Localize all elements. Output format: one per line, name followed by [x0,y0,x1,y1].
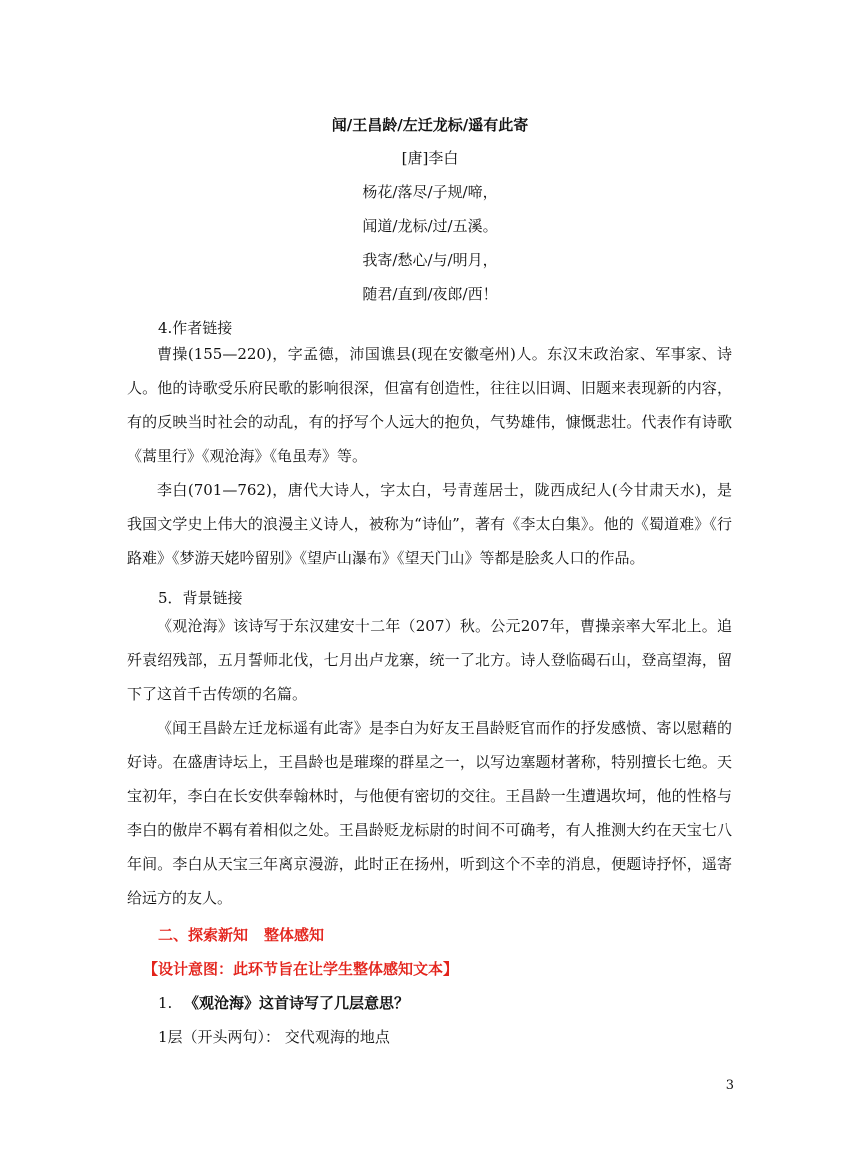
background-paragraph-wang-changling: 《闻王昌龄左迁龙标遥有此寄》是李白为好友王昌龄贬官而作的抒发感愤、寄以慰藉的好诗。在盛唐诗坛上，王昌龄也是璀璨的群星之一，以写边塞题材著称，特别擅长七绝。天宝初年，李白在长安供奉翰林时，与他便有密切的交往。王昌龄一生遭遇坎坷，他的性格与李白的傲岸不羁有着相似之处。王昌龄贬龙标尉的时间不可确考，有人推测大约在天宝七八年间。李白从天宝三年离京漫游，此时正在扬州，听到这个不幸的消息，便题诗抒怀，遥寄给远方的友人。 [127,719,732,907]
poem-line: 闻道/龙标/过/五溪。 [362,217,498,235]
question-number: 1. [158,994,173,1012]
design-intent-note: 【设计意图：此环节旨在让学生整体感知文本】 [143,960,459,978]
poem-title: 闻/王昌龄/左迁龙标/遥有此寄 [331,116,529,134]
answer-1: 1层（开头两句）： 交代观海的地点 [158,1028,390,1046]
author-link-heading: 4.作者链接 [158,319,233,337]
author-paragraph-cao-cao: 曹操(155—220)，字孟德，沛国谯县(现在安徽亳州)人。东汉末政治家、军事家、诗人。他的诗歌受乐府民歌的影响很深，但富有创造性，往往以旧调、旧题来表现新的内容，有的反映当时社会的动乱，有的抒写个人远大的抱负，气势雄伟，慷慨悲壮。代表作有诗歌《蒿里行》《观沧海》《龟虽寿》等。 [127,345,732,465]
poem-line: 随君/直到/夜郎/西！ [362,285,498,303]
question-text: 《观沧海》这首诗写了几层意思？ [184,994,410,1012]
section-heading-part-a: 二、探索新知 [158,926,249,944]
author-paragraph-li-bai: 李白(701—762)，唐代大诗人，字太白，号青莲居士，陇西成纪人(今甘肃天水)，是我国文学史上伟大的浪漫主义诗人，被称为“诗仙”，著有《李太白集》。他的《蜀道难》《行路难》《梦游天姥吟留别》《望庐山瀑布》《望天门山》等都是脍炙人口的作品。 [127,481,732,567]
section-heading [158,925,324,945]
background-link-heading: 5．背景链接 [158,589,243,607]
section-heading-part-b: 整体感知 [264,926,325,944]
poem-author: [唐]李白 [401,149,459,167]
page-number: 3 [725,1078,734,1093]
poem-line: 我寄/愁心/与/明月， [362,251,498,269]
background-paragraph-guan-cang-hai: 《观沧海》该诗写于东汉建安十二年（207）秋。公元207年，曹操亲率大军北上。追歼袁绍残部，五月誓师北伐，七月出卢龙寨，统一了北方。诗人登临碣石山，登高望海，留下了这首千古传颂的名篇。 [127,617,732,703]
poem-line: 杨花/落尽/子规/啼， [362,183,498,201]
question-1 [158,993,409,1013]
